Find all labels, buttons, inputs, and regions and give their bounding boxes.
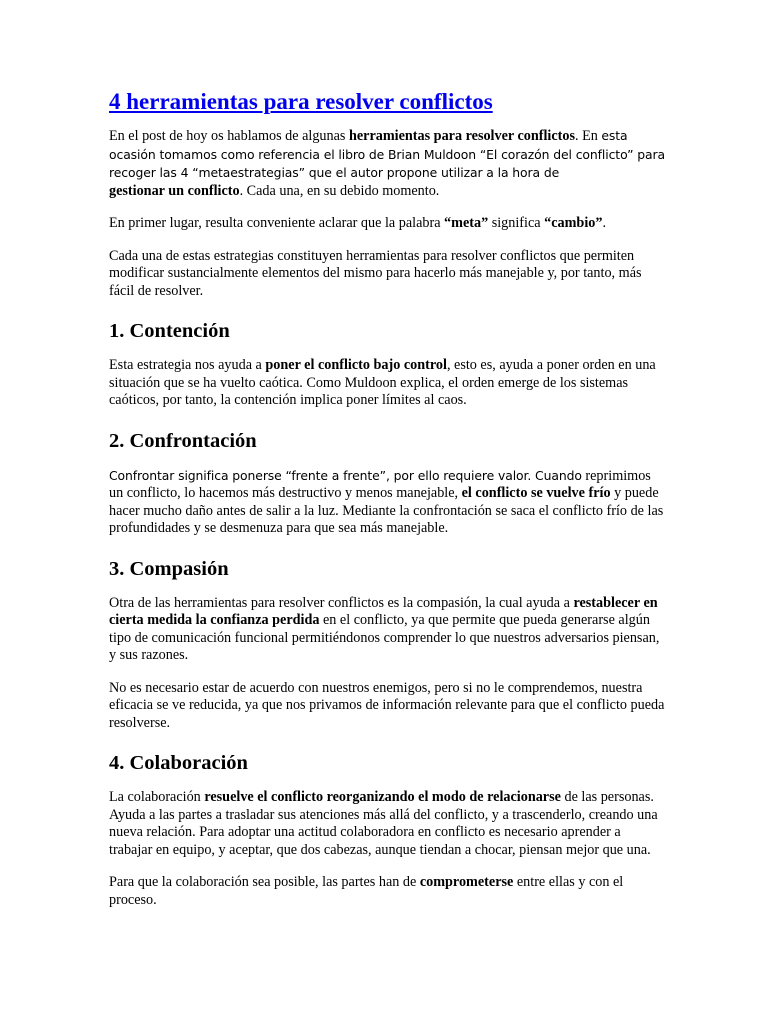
section-heading-confrontacion: 2. Confrontación: [109, 429, 257, 452]
text-run: esta ocasión tomamos como referencia el libro de Brian Muldoon “El corazón del conflicto” para recoger las 4 “metaestrategias” que el autor propone utilizar a la hora de: [109, 128, 666, 180]
document-page: [109, 80, 665, 924]
bold-run: herramientas para resolver conflictos: [348, 128, 575, 144]
text-run: En el post de hoy os hablamos de algunas: [109, 128, 349, 144]
text-run: significa: [488, 215, 545, 231]
text-run: Esta estrategia nos ayuda a: [109, 357, 266, 373]
text-run: . En: [575, 128, 598, 144]
bold-run: comprometerse: [419, 874, 514, 890]
article-title-link[interactable]: 4 herramientas para resolver conflictos: [109, 89, 493, 114]
bold-run: poner el conflicto bajo control: [265, 357, 447, 373]
text-run: entre ellas y con el proceso.: [109, 874, 624, 908]
section-paragraph: No es necesario estar de acuerdo con nuestros enemigos, pero si no le comprendemos, nuestra eficacia se ve reducida, ya que nos privamos de información relevante para que el conflicto pueda resolverse.: [109, 679, 665, 731]
bold-run: gestionar un conflicto: [109, 182, 240, 199]
bold-run: el conflicto se vuelve frío: [461, 485, 611, 501]
text-run: .: [602, 215, 606, 231]
bold-run: restablecer en cierta medida la confianza perdida: [109, 594, 658, 628]
section-paragraph: [109, 595, 665, 665]
section-heading-compasion: 3. Compasión: [109, 557, 229, 580]
bold-run: “meta”: [444, 215, 489, 231]
text-run: , esto es, ayuda a poner orden en una situación que se ha vuelto caótica. Como Muldoon explica, el orden emerge de los sistemas caóticos, por tanto, la contención implica poner límites al caos.: [109, 357, 656, 408]
text-run: reprimimos un conflicto, lo hacemos más destructivo y menos manejable,: [109, 467, 651, 501]
text-run: y puede hacer mucho daño antes de salir a la luz. Mediante la confrontación se saca el conflicto frío de las profundidades y se desmenuza para que sea más manejable.: [109, 485, 664, 536]
text-run: en el conflicto, ya que permite que pueda generarse algún tipo de comunicación funcional permitiéndonos comprender lo que nuestros adversarios piensan, y sus razones.: [109, 612, 660, 663]
text-run: Otra de las herramientas para resolver conflictos es la compasión, la cual ayuda a: [109, 594, 574, 611]
text-run: La colaboración: [109, 789, 205, 805]
section-paragraph: [109, 467, 665, 538]
intro-paragraph-3: Cada una de estas estrategias constituyen herramientas para resolver conflictos que permiten modificar sustancialmente elementos del mismo para hacerlo más manejable y, por tanto, más fácil de resolver.: [109, 247, 642, 299]
bold-run: “cambio”: [544, 215, 603, 231]
text-run: Confrontar significa ponerse “frente a frente”, por ello requiere valor. Cuando: [109, 467, 582, 483]
intro-paragraph-1: [109, 127, 665, 200]
section-paragraph: [109, 789, 665, 859]
text-run: En primer lugar, resulta conveniente aclarar que la palabra: [109, 215, 445, 231]
intro-paragraph-2: [109, 215, 665, 233]
text-run: de las personas. Ayuda a las partes a trasladar sus atenciones más allá del conflicto, y a trascenderlo, creando una nueva relación. Para adoptar una actitud colaboradora en conflicto es necesario aprender a trabajar en equipo, y aceptar, que dos cabezas, aunque tiendan a chocar, piensan mejor que una.: [109, 789, 658, 858]
section-heading-colaboracion: 4. Colaboración: [109, 752, 248, 774]
text-run: Para que la colaboración sea posible, las partes han de: [109, 874, 420, 890]
section-heading-contencion: 1. Contención: [109, 320, 230, 342]
bold-run: resuelve el conflicto reorganizando el modo de relacionarse: [204, 789, 561, 805]
section-paragraph: [109, 357, 665, 410]
text-run: . Cada una, en su debido momento.: [239, 182, 440, 199]
section-paragraph: [109, 874, 665, 909]
